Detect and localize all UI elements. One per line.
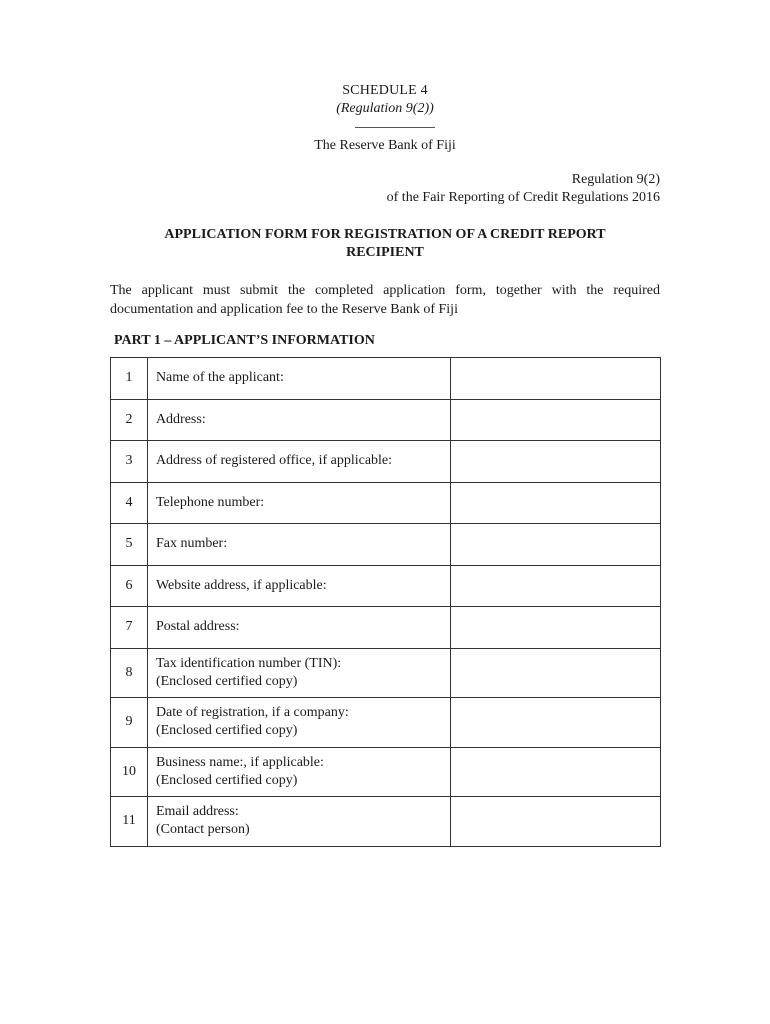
table-row [111,747,661,797]
schedule-heading: SCHEDULE 4 [342,83,428,98]
applicant-name-field[interactable] [451,358,661,400]
field-label: Address: [155,411,206,427]
row-number: 8 [111,648,148,698]
table-row [111,524,661,566]
intro-paragraph: The applicant must submit the completed application form, together with the required documentation and application fee to the Reserve Bank of Fiji [110,283,660,317]
row-number: 3 [111,441,148,483]
table-row [111,797,661,847]
field-label: Telephone number: [155,494,265,510]
row-label [147,747,451,797]
website-field[interactable] [451,565,661,607]
field-label: Email address: [155,804,239,820]
field-sublabel: (Contact person) [155,822,250,838]
row-label [147,441,451,483]
row-label [147,698,451,748]
row-number: 4 [111,482,148,524]
table-row [111,607,661,649]
row-label [147,358,451,400]
regulation-line-2: of the Fair Reporting of Credit Regulations 2016 [386,190,660,205]
divider-rule [355,127,435,128]
row-number: 1 [111,358,148,400]
part-1-heading: PART 1 – APPLICANT’S INFORMATION [114,333,375,348]
form-title-line-1: APPLICATION FORM FOR REGISTRATION OF A CREDIT REPORT [164,227,606,242]
form-title [110,226,660,262]
row-number: 2 [111,399,148,441]
row-number: 9 [111,698,148,748]
field-sublabel: (Enclosed certified copy) [155,772,298,788]
field-label: Business name:, if applicable: [155,754,324,770]
row-number: 5 [111,524,148,566]
business-name-field[interactable] [451,747,661,797]
form-title-line-2: RECIPIENT [346,245,424,260]
regulation-reference: (Regulation 9(2)) [336,101,434,116]
field-label: Name of the applicant: [155,370,284,386]
postal-address-field[interactable] [451,607,661,649]
table-row [111,358,661,400]
field-label: Date of registration, if a company: [155,705,349,721]
field-sublabel: (Enclosed certified copy) [155,673,298,689]
address-field[interactable] [451,399,661,441]
field-label: Address of registered office, if applicable: [155,453,393,469]
regulation-line-1: Regulation 9(2) [571,172,660,187]
row-label [147,797,451,847]
email-field[interactable] [451,797,661,847]
table-row [111,399,661,441]
row-number: 7 [111,607,148,649]
field-label: Postal address: [155,619,240,635]
row-label [147,399,451,441]
tin-field[interactable] [451,648,661,698]
table-row [111,482,661,524]
registration-date-field[interactable] [451,698,661,748]
row-label [147,524,451,566]
table-row [111,648,661,698]
row-label [147,607,451,649]
fax-field[interactable] [451,524,661,566]
bank-name: The Reserve Bank of Fiji [314,138,456,153]
registered-office-field[interactable] [451,441,661,483]
row-number: 11 [111,797,148,847]
applicant-information-table [110,357,661,847]
row-number: 6 [111,565,148,607]
row-number: 10 [111,747,148,797]
table-row [111,565,661,607]
field-label: Fax number: [155,536,228,552]
field-label: Website address, if applicable: [155,577,327,593]
telephone-field[interactable] [451,482,661,524]
field-sublabel: (Enclosed certified copy) [155,723,298,739]
field-label: Tax identification number (TIN): [155,655,342,671]
row-label [147,565,451,607]
row-label [147,648,451,698]
table-row [111,698,661,748]
row-label [147,482,451,524]
table-row [111,441,661,483]
